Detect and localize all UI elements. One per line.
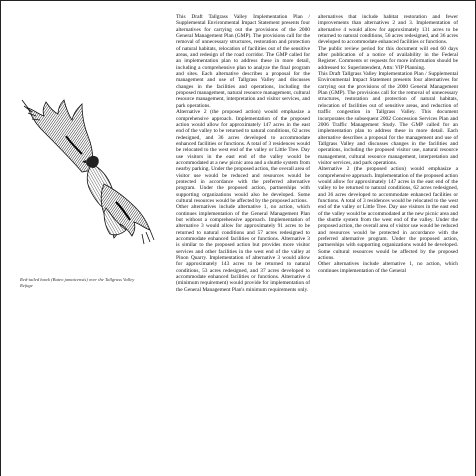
hawk-drawing xyxy=(8,80,156,280)
text-column-right xyxy=(318,14,458,470)
page-border-top xyxy=(0,0,476,1)
paragraph: Alternative 2 (the proposed action) would emphasize a comprehensive approach. Implementation of the proposed action would allow for approximately 147 acres in the east end of the valley to be returned to natural conditions, 62 acres redesigned, and 36 acres developed to accommodate enhanced facilities or functions. A total of 3 residences would be relocated to the west end of the valley or Little Tree. Day use visitors in the east end of the valley would be accommodated at the new picnic area and the shuttle system from the west end of the valley. Under the proposed action, the overall area of visitor use would be reduced and resources would be protected in accordance with the preferred alternative program. Under the proposed action, partnerships with supporting organizations would be developed. Some cultural resources would be affected by the proposed actions. xyxy=(318,166,458,262)
paragraph: Other alternatives include alternative 1, no action, which continues implementation of the General xyxy=(318,261,458,274)
figure-caption: Red-tailed hawk (Buteo jamaicensis) over the Tallgrass Valley Refuge xyxy=(20,277,135,288)
paragraph: This Draft Tallgrass Valley Implementation Plan / Supplemental Environmental Impact Statement presents four alternatives for carrying out the provisions of the 2000 General Management Plan (GMP). The provisions call for the removal of unnecessary structures, restoration and protection of natural habitats, relocation of facilities out of sensitive areas, and reduction of traffic congestion in Tallgrass Valley. This document incorporates the subsequent 2002 Concession Services Plan and 2006 Traffic Management Study. The GMP called for an implementation plan to address these in more detail. Each alternative describes a proposal for the management and use of Tallgrass Valley and discusses changes in the facilities and operations, including the proposed visitor use, natural resource management, cultural resource management, interpretation and visitor services, and park operations. xyxy=(318,71,458,166)
text-column-left xyxy=(176,14,310,470)
paragraph: Alternative 2 (the proposed action) would emphasize a comprehensive approach. Implementation of the proposed action would allow for approximately 147 acres in the east end of the valley to be returned to natural conditions, 62 acres redesigned, and 36 acres developed to accommodate enhanced facilities or functions. A total of 3 residences would be relocated to the west end of the valley or Little Tree. Day use visitors in the east end of the valley would be accommodated at a new picnic area and a shuttle system from nearby parking. Under the proposed action, the overall area of visitor use would be reduced and resources would be protected in accordance with the preferred alternative program. Under the proposed action, partnerships with supporting organizations would also be developed. Some cultural resources would be affected by the proposed actions. xyxy=(176,109,310,204)
hawk-illustration xyxy=(8,80,156,290)
paragraph: alternatives that include habitat restoration and fewer improvements than alternatives 2 and 3. Implementation of alternative 4 would allow for approximately 131 acres to be returned to natural conditions, 56 acres redesigned, and 36 acres developed to accommodate enhanced facilities or functions. xyxy=(318,14,458,46)
paragraph: Other alternatives include alternative 1, no action, which continues implementation of the General Management Plan but without a comprehensive approach. Implementation of alternative 3 would allow for approximately 91 acres to be returned to natural conditions and 57 acres redesigned to accommodate enhanced facilities or functions. Alternative 3 is similar to the proposed action but provides more visitor services and other facilities in the west end of the valley at Pinon Quarry. Implementation of alternative 3 would allow for approximately 143 acres to be returned to natural conditions, 53 acres redesigned, and 37 acres developed to accommodate enhanced facilities or functions. Alternative 4 (minimum requirement) would provide for implementation of the General Management Plan's minimum requirements only. xyxy=(176,204,310,293)
paragraph: This Draft Tallgrass Valley Implementation Plan / Supplemental Environmental Impact Statement presents four alternatives for carrying out the provisions of the 2000 General Management Plan (GMP). The provisions call for the removal of unnecessary structures, restoration and protection of natural habitats, relocation of facilities out of the sensitive areas, and redesign of the road corridor. The GMP called for an implementation plan to address these in more detail, including a comprehensive plan to analyze the final program and sites. Each alternative describes a proposal for the management and use of Tallgrass Valley and discusses changes in the facilities and operations, including the proposed management, natural resource management, cultural resource management, interpretation and visitor services, and park operations. xyxy=(176,14,310,109)
page-border-left xyxy=(0,0,1,476)
paragraph: The public review period for this document will end 60 days after publication of a notice of availability in the Federal Register. Comments or requests for more information should be addressed to: Superintendent, Attn: VIP Planning. xyxy=(318,45,458,71)
